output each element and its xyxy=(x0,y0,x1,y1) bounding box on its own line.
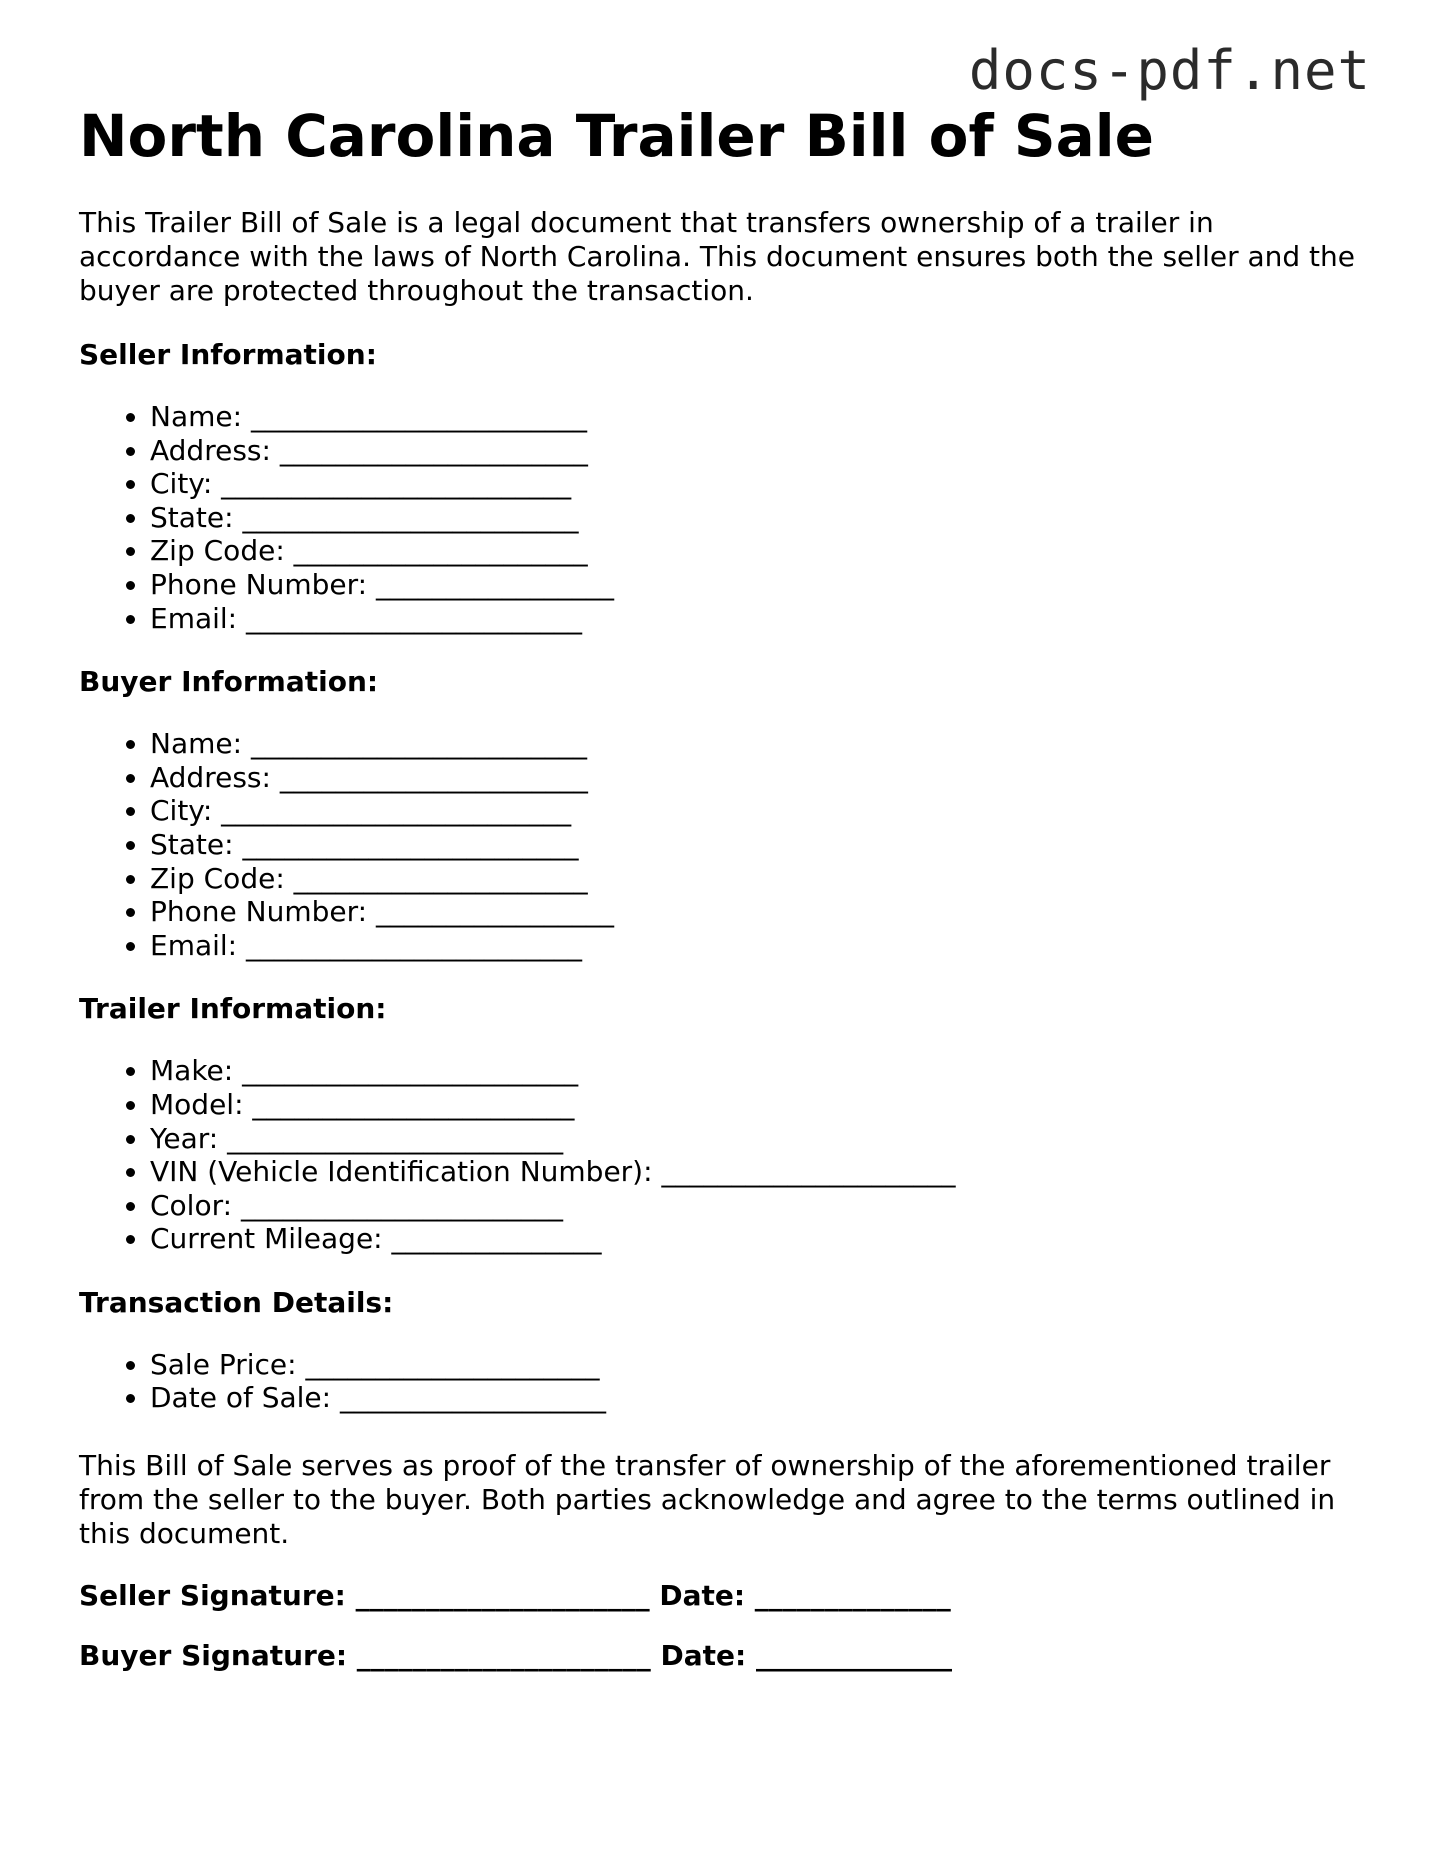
seller-name-field: • Name: ________________________ xyxy=(150,400,1369,434)
buyer-name-field: • Name: ________________________ xyxy=(150,727,1369,761)
buyer-section-heading: Buyer Information: xyxy=(79,665,379,699)
seller-signature-line: Seller Signature: _____________________ Date: ______________ xyxy=(79,1579,951,1613)
seller-city-field: • City: _________________________ xyxy=(150,467,1369,501)
trailer-vin-field: • VIN (Vehicle Identification Number): _____________________ xyxy=(150,1155,1369,1189)
buyer-signature-line: Buyer Signature: _____________________ Date: ______________ xyxy=(79,1639,952,1673)
date-of-sale-field: • Date of Sale: ___________________ xyxy=(150,1381,1369,1415)
buyer-phone-field: • Phone Number: _________________ xyxy=(150,895,1369,929)
seller-email-field: • Email: ________________________ xyxy=(150,602,1369,636)
buyer-field-list xyxy=(79,727,1369,962)
watermark: docs-pdf.net xyxy=(968,39,1371,102)
seller-phone-field: • Phone Number: _________________ xyxy=(150,568,1369,602)
seller-zip-field: • Zip Code: _____________________ xyxy=(150,534,1369,568)
intro-paragraph: This Trailer Bill of Sale is a legal document that transfers ownership of a trailer in accordance with the laws of North Carolina. This document ensures both the seller and the buyer are protected throughout the transaction. xyxy=(79,206,1356,307)
sale-price-field: • Sale Price: _____________________ xyxy=(150,1348,1369,1382)
trailer-year-field: • Year: ________________________ xyxy=(150,1122,1369,1156)
buyer-address-field: • Address: ______________________ xyxy=(150,761,1369,795)
document-title: North Carolina Trailer Bill of Sale xyxy=(79,102,1155,170)
trailer-field-list xyxy=(79,1054,1369,1256)
trailer-model-field: • Model: _______________________ xyxy=(150,1088,1369,1122)
trailer-section-heading: Trailer Information: xyxy=(79,992,387,1026)
trailer-make-field: • Make: ________________________ xyxy=(150,1054,1369,1088)
buyer-city-field: • City: _________________________ xyxy=(150,794,1369,828)
buyer-state-field: • State: ________________________ xyxy=(150,828,1369,862)
document-page xyxy=(79,100,1369,1673)
buyer-zip-field: • Zip Code: _____________________ xyxy=(150,862,1369,896)
trailer-color-field: • Color: _______________________ xyxy=(150,1189,1369,1223)
transaction-field-list xyxy=(79,1348,1369,1415)
transaction-section-heading: Transaction Details: xyxy=(79,1285,394,1319)
closing-paragraph: This Bill of Sale serves as proof of the transfer of ownership of the aforementioned trailer from the seller to the buyer. Both parties acknowledge and agree to the terms outlined in this document. xyxy=(79,1449,1336,1551)
seller-address-field: • Address: ______________________ xyxy=(150,434,1369,468)
buyer-email-field: • Email: ________________________ xyxy=(150,929,1369,963)
seller-field-list xyxy=(79,400,1369,635)
seller-state-field: • State: ________________________ xyxy=(150,501,1369,535)
seller-section-heading: Seller Information: xyxy=(79,338,377,371)
trailer-mileage-field: • Current Mileage: _______________ xyxy=(150,1222,1369,1256)
